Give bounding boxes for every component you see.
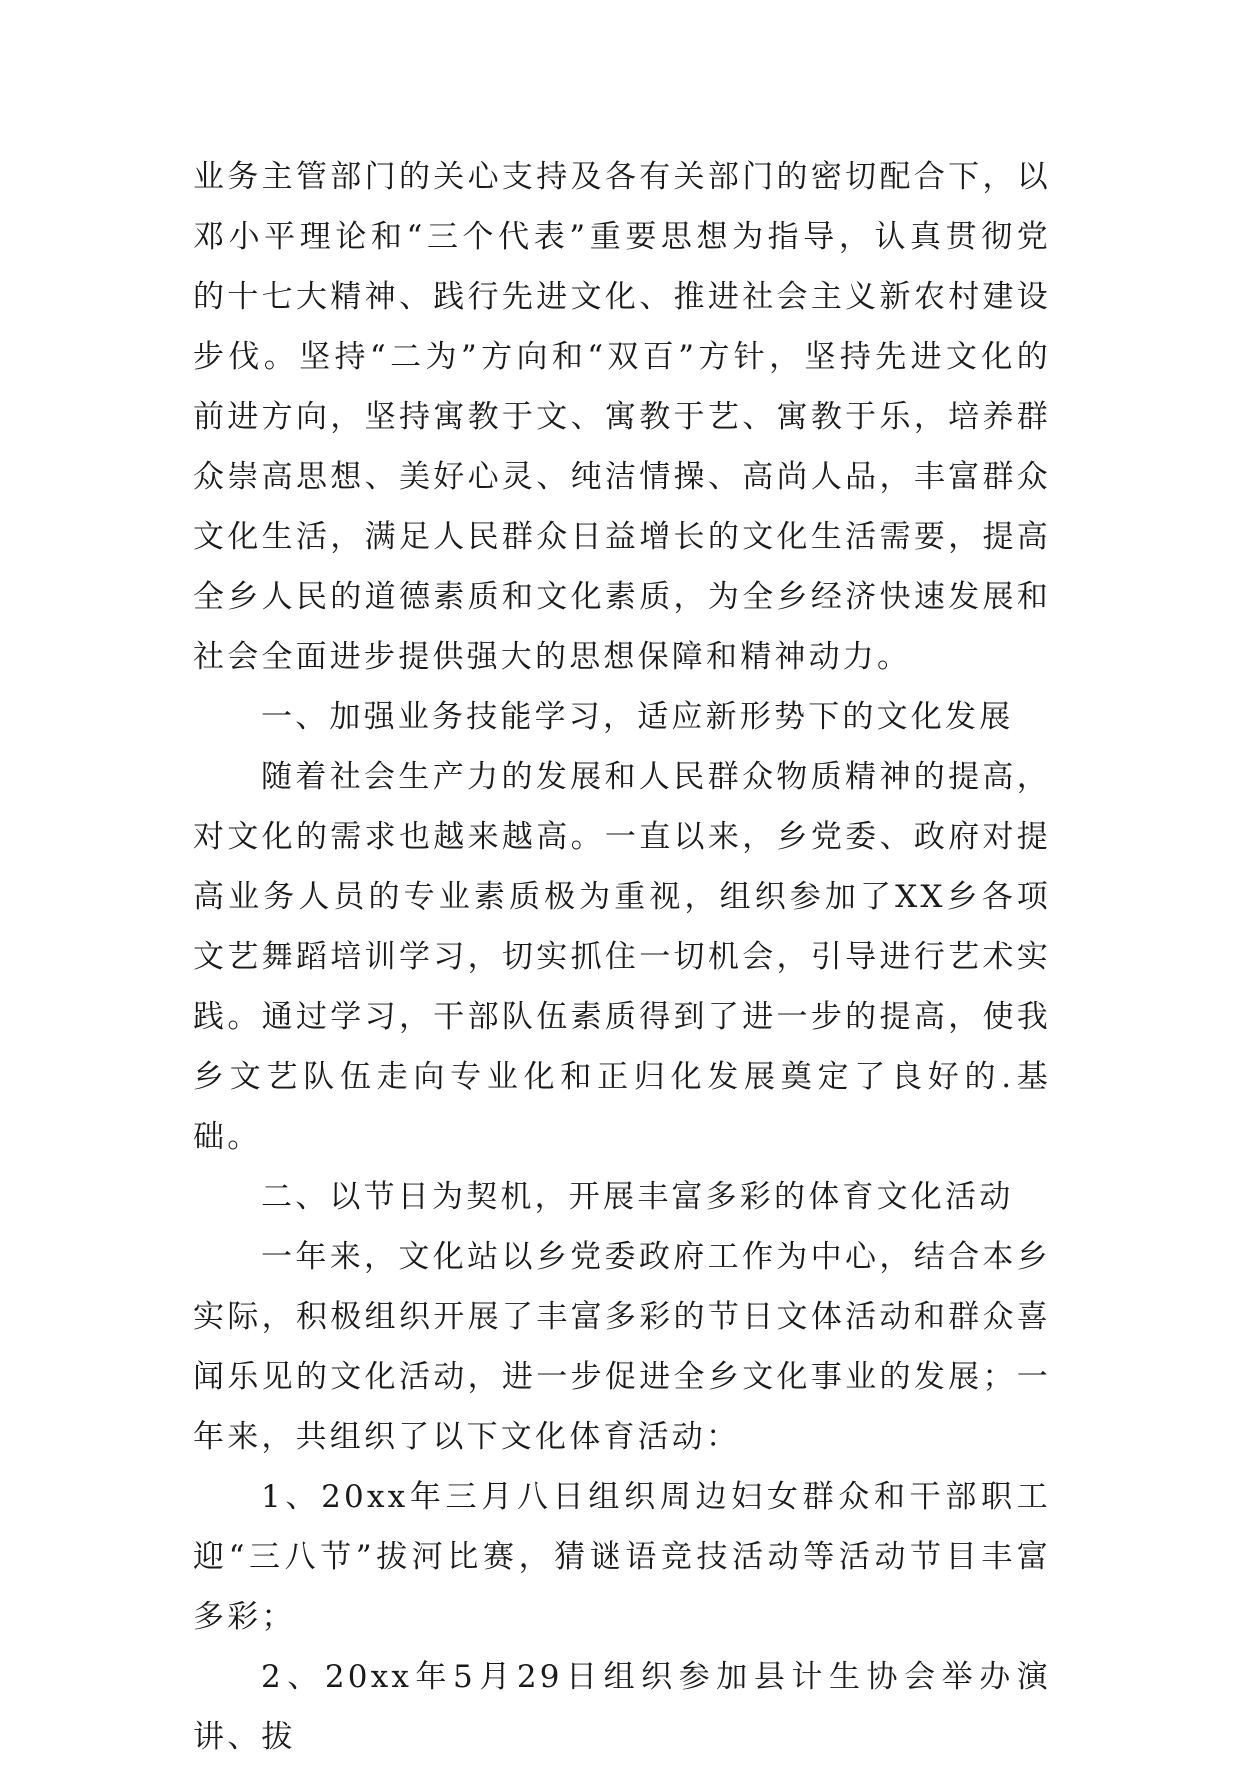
section-heading-1: 一、加强业务技能学习，适应新形势下的文化发展 (261, 699, 1014, 735)
section-heading-2: 二、以节日为契机，开展丰富多彩的体育文化活动 (261, 1179, 1014, 1215)
paragraph-continuation: 业务主管部门的关心支持及各有关部门的密切配合下，以邓小平理论和“三个代表”重要思想为指导，认真贯彻党的十七大精神、践行先进文化、推进社会主义新农村建设步伐。坚持“二为”方向和“双百”方针，坚持先进文化的前进方向，坚持寓教于文、寓教于艺、寓教于乐，培养群众崇高思想、美好心灵、纯洁情操、高尚人品，丰富群众文化生活，满足人民群众日益增长的文化生活需要，提高全乡人民的道德素质和文化素质，为全乡经济快速发展和社会全面进步提供强大的思想保障和精神动力。 (193, 159, 1051, 675)
document-body (193, 147, 1051, 1767)
paragraph: 一年来，文化站以乡党委政府工作为中心，结合本乡实际，积极组织开展了丰富多彩的节日文体活动和群众喜闻乐见的文化活动，进一步促进全乡文化事业的发展；一年来，共组织了以下文化体育活动： (193, 1239, 1051, 1455)
paragraph: 随着社会生产力的发展和人民群众物质精神的提高，对文化的需求也越来越高。一直以来，乡党委、政府对提高业务人员的专业素质极为重视，组织参加了XX乡各项文艺舞蹈培训学习，切实抓住一切机会，引导进行艺术实践。通过学习，干部队伍素质得到了进一步的提高，使我乡文艺队伍走向专业化和正归化发展奠定了良好的.基础。 (193, 759, 1051, 1155)
list-item: 2、20xx年5月29日组织参加县计生协会举办演讲、拔 (193, 1659, 1051, 1755)
list-item: 1、20xx年三月八日组织周边妇女群众和干部职工迎“三八节”拔河比赛，猜谜语竞技活动等活动节目丰富多彩； (193, 1479, 1051, 1635)
